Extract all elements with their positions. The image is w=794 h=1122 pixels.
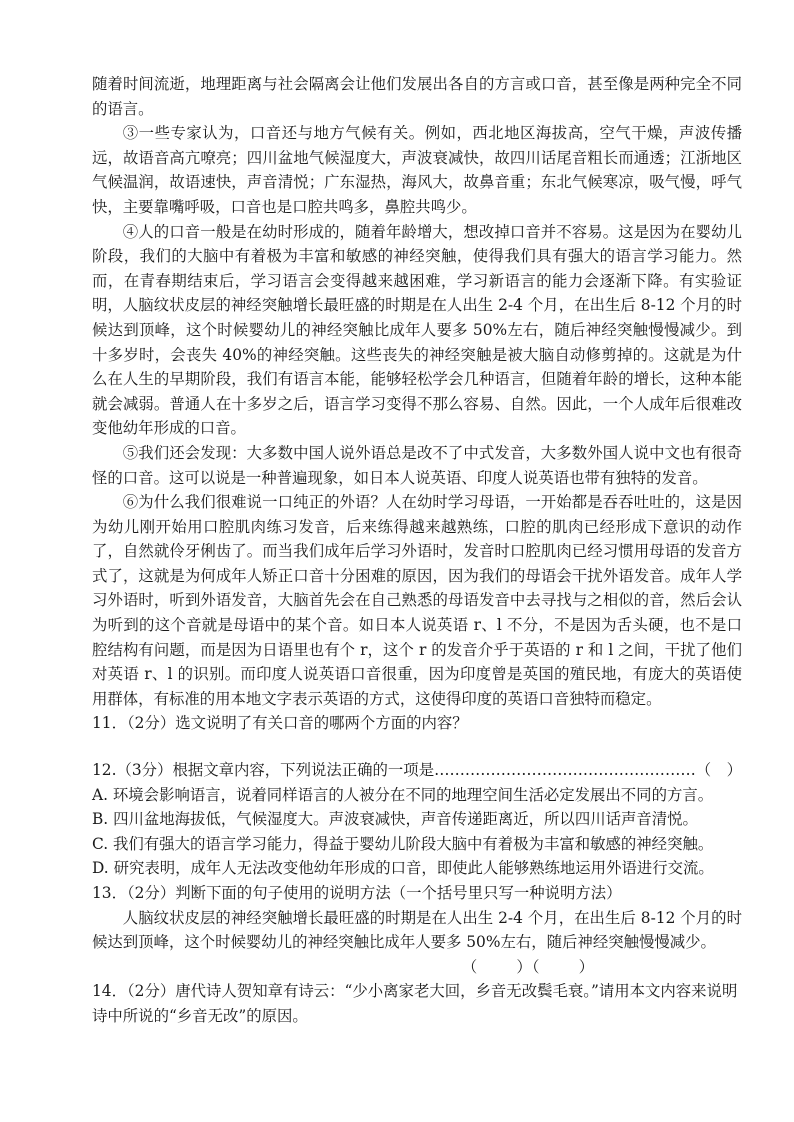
question-14: 14．（2分）唐代诗人贺知章有诗云：“少小离家老大回，乡音无改鬓毛衰。”请用本文内容来说明诗中所说的“乡音无改”的原因。 [92, 982, 738, 1025]
question-12-answer-close: ） [726, 761, 742, 780]
question-12-option-c: C. 我们有强大的语言学习能力，得益于婴幼儿阶段大脑中有着极为丰富和敏感的神经突触。 [92, 834, 714, 853]
passage-paragraph-6: ⑥为什么我们很难说一口纯正的外语？人在幼时学习母语，一开始都是吞吞吐吐的，这是因为幼儿刚开始用口腔肌肉练习发音，后来练得越来越熟练，口腔的肌肉已经形成下意识的动作了，自然就伶牙俐齿了。而当我们成年后学习外语时，发音时口腔肌肉已经习惯用母语的发音方式了，这就是为何成年人矫正口音十分困难的原因，因为我们的母语会干扰外语发音。成年人学习外语时，听到外语发音，大脑首先会在自己熟悉的母语发音中去寻找与之相似的音，然后会认为听到的这个音就是母语中的某个音。如日本人说英语 r、l 不分，不是因为舌头硬，也不是口腔结构有问题，而是因为日语里也有个 r，这个 r 的发音介乎于英语的 r 和 l 之间，干扰了他们对英语 r、l 的识别。而印度人说英语口音很重，因为印度曾是英国的殖民地，有庞大的英语使用群体，有标准的用本地文字表示英语的方式，这使得印度的英语口音独特而稳定。 [92, 493, 742, 708]
question-13-answer-blanks [92, 955, 742, 980]
question-12-option-d: D. 研究表明，成年人无法改变他幼年形成的口音，即使此人能够熟练地运用外语进行交流。 [92, 859, 714, 878]
question-13-blank-pair: （ ）（ ） [461, 957, 594, 976]
question-11: 11．（2分）选文说明了有关口音的哪两个方面的内容？ [92, 714, 468, 733]
question-12-option-b: B. 四川盆地海拔低，气候湿度大。声波衰减快，声音传递距离近，所以四川话声音清悦。 [92, 810, 698, 829]
passage-paragraph-5: ⑤我们还会发现：大多数中国人说外语总是改不了中式发音，大多数外国人说中文也有很奇怪的口音。这可以说是一种普遍现象，如日本人说英语、印度人说英语也带有独特的发音。 [92, 443, 742, 487]
question-12-text: 12.（3分）根据文章内容，下列说法正确的一项是……………………………………………（ [92, 761, 712, 780]
passage-paragraph-3: ③一些专家认为，口音还与地方气候有关。例如，西北地区海拔高，空气干燥，声波传播远，故语音高亢嘹亮；四川盆地气候湿度大，声波衰减快，故四川话尾音粗长而通透；江浙地区气候温润，故语速快，声音清悦；广东湿热，海风大，故鼻音重；东北气候寒凉，吸气慢，呼气快，主要靠嘴呼吸，口音也是口腔共鸣多，鼻腔共鸣少。 [92, 124, 742, 216]
question-13: 13．（2分）判断下面的句子使用的说明方法（一个括号里只写一种说明方法） [92, 884, 622, 902]
answer-space-11 [92, 736, 742, 758]
question-12-option-a: A. 环境会影响语言，说着同样语言的人被分在不同的地理空间生活必定发展出不同的方言。 [92, 785, 714, 804]
passage-paragraph-continued: 随着时间流逝，地理距离与社会隔离会让他们发展出各自的方言或口音，甚至像是两种完全不同的语言。 [92, 75, 742, 118]
question-13-quote: 人脑纹状皮层的神经突触增长最旺盛的时期是在人出生 2-4 个月，在出生后 8-12 个月的时候达到顶峰，这个时候婴幼儿的神经突触比成年人要多 50%左右，随后神经突触慢慢减少。 [92, 908, 742, 952]
question-12-stem [92, 758, 742, 783]
exam-page [92, 72, 742, 1029]
passage-paragraph-4: ④人的口音一般是在幼时形成的，随着年龄增大，想改掉口音并不容易。这是因为在婴幼儿阶段，我们的大脑中有着极为丰富和敏感的神经突触，使得我们具有强大的语言学习能力。然而，在青春期结束后，学习语言会变得越来越困难，学习新语言的能力会逐渐下降。有实验证明，人脑纹状皮层的神经突触增长最旺盛的时期是在人出生 2-4 个月，在出生后 8-12 个月的时候达到顶峰，这个时候婴幼儿的神经突触比成年人要多 50%左右，随后神经突触慢慢减少。到十多岁时，会丧失 40%的神经突触。这些丧失的神经突触是被大脑自动修剪掉的。这就是为什么在人生的早期阶段，我们有语言本能，能够轻松学会几种语言，但随着年龄的增长，这种本能就会减弱。普通人在十多岁之后，语言学习变得不那么容易、自然。因此，一个人成年后很难改变他幼年形成的口音。 [92, 222, 742, 438]
